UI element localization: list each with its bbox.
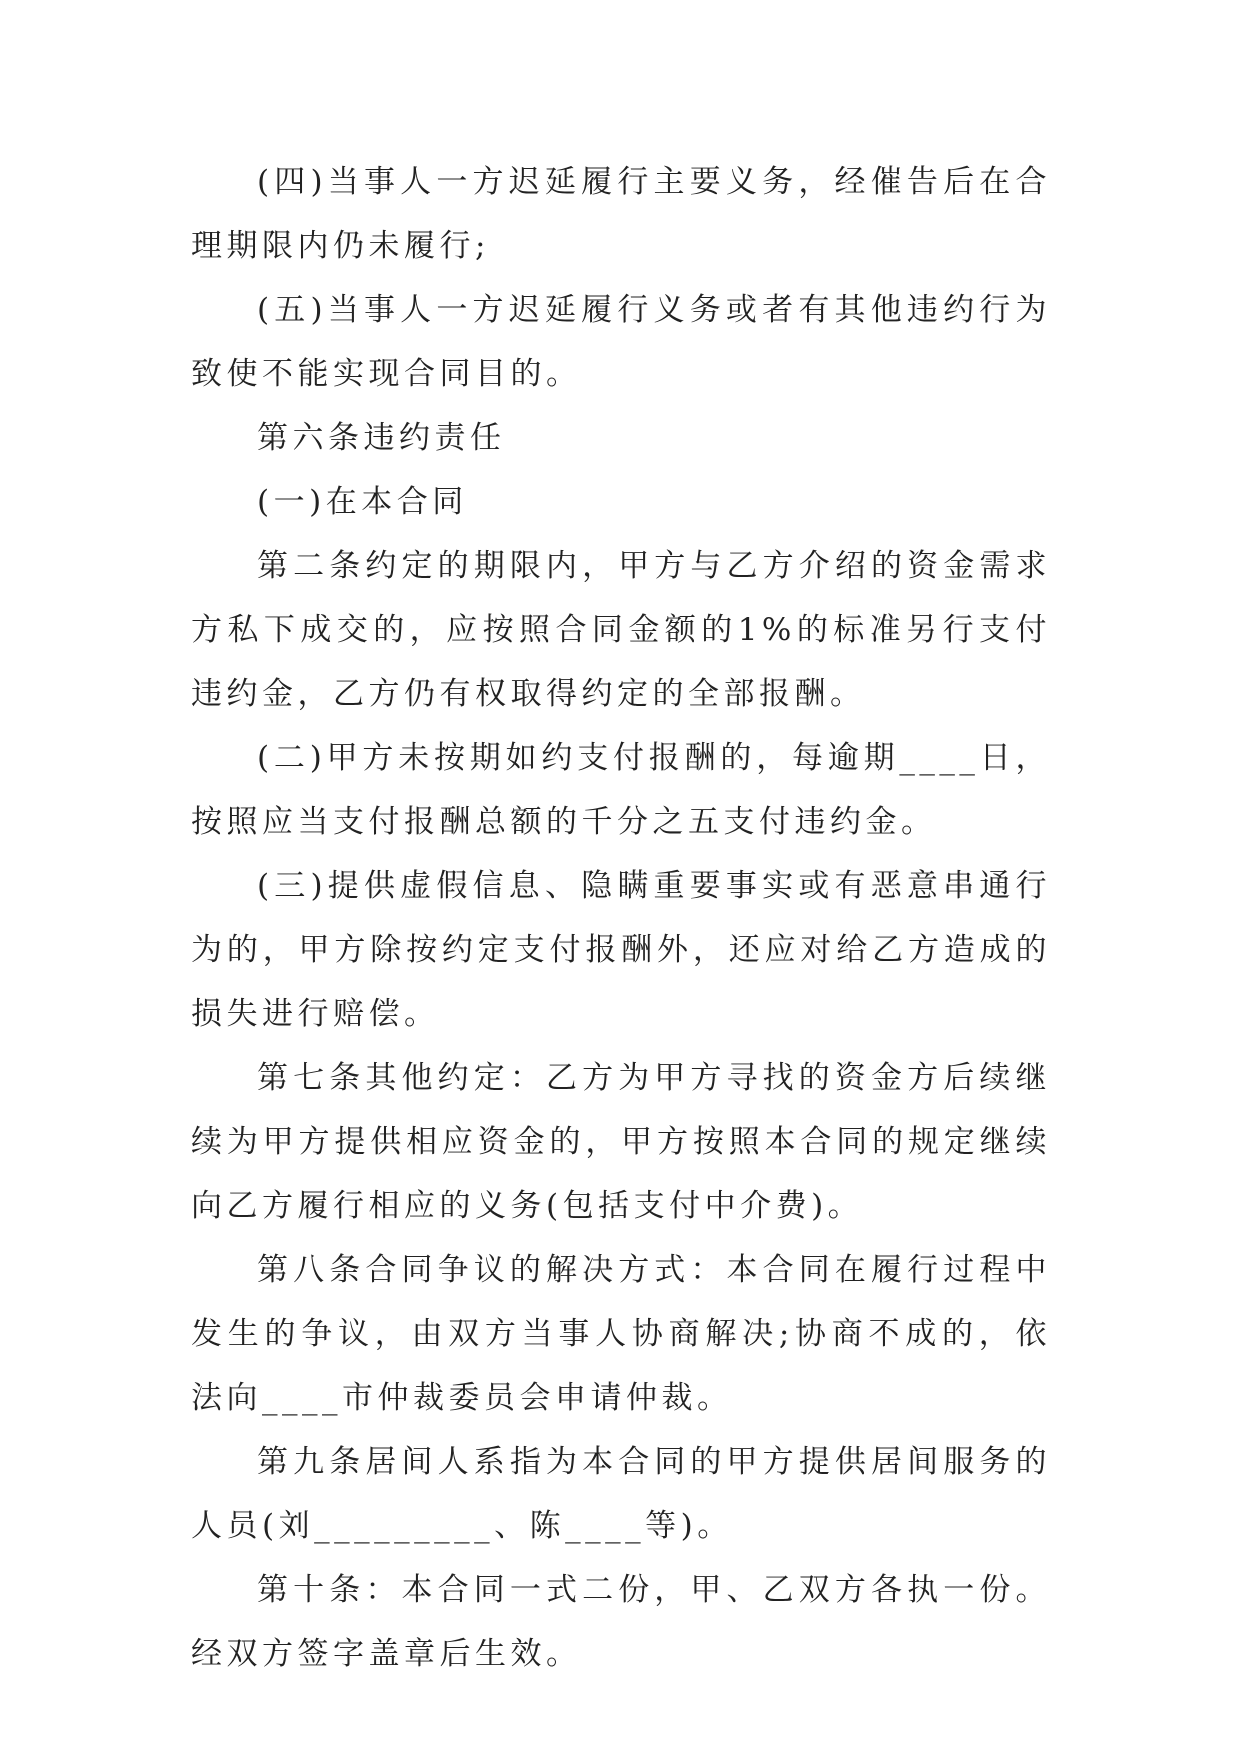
article-6-heading: 第六条违约责任 [257,420,506,456]
paragraph-article-2-term: 第二条约定的期限内，甲方与乙方介绍的资金需求方私下成交的，应按照合同金额的1%的标准另行支付违约金，乙方仍有权取得约定的全部报酬。 [191,548,1051,712]
paragraph-article-7: 第七条其他约定：乙方为甲方寻找的资金方后续继续为甲方提供相应资金的，甲方按照本合同的规定继续向乙方履行相应的义务(包括支付中介费)。 [191,1060,1051,1224]
paragraph-article-6-item-3: (三)提供虚假信息、隐瞒重要事实或有恶意串通行为的，甲方除按约定支付报酬外，还应对给乙方造成的损失进行赔偿。 [191,868,1051,1032]
paragraph-article-6-item-2: (二)甲方未按期如约支付报酬的，每逾期____日，按照应当支付报酬总额的千分之五支付违约金。 [191,740,1051,840]
paragraph-clause-4-breach: (四)当事人一方迟延履行主要义务，经催告后在合理期限内仍未履行; [191,164,1051,264]
document-body [191,150,1051,1686]
paragraph-clause-5-breach: (五)当事人一方迟延履行义务或者有其他违约行为致使不能实现合同目的。 [191,292,1051,392]
paragraph-article-8: 第八条合同争议的解决方式：本合同在履行过程中发生的争议，由双方当事人协商解决;协商不成的，依法向____市仲裁委员会申请仲裁。 [191,1252,1051,1416]
paragraph-article-9: 第九条居间人系指为本合同的甲方提供居间服务的人员(刘_________、陈____等)。 [191,1444,1051,1544]
paragraph-article-6-item-1: (一)在本合同 [257,484,468,520]
paragraph-article-10: 第十条：本合同一式二份，甲、乙双方各执一份。经双方签字盖章后生效。 [191,1572,1051,1672]
